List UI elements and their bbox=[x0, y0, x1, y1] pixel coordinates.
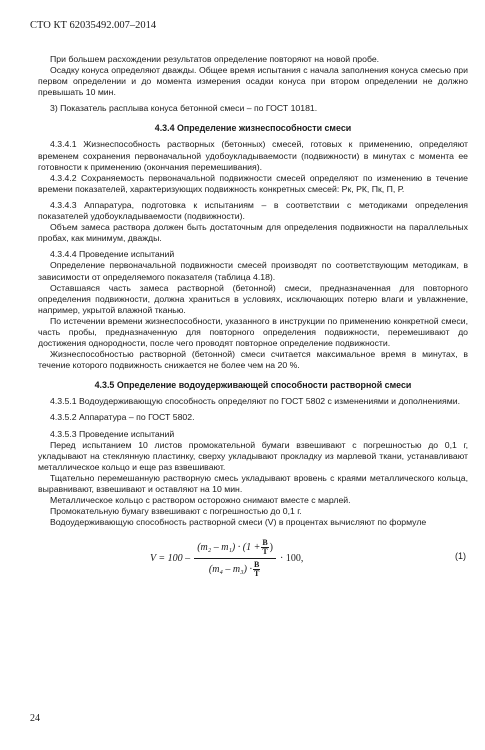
paragraph: Осадку конуса определяют дважды. Общее время испытания с начала заполнения конуса смесью при первом определении и до момента измерения осадки конуса при втором определении не должно превышать 10 мин. bbox=[38, 65, 468, 98]
document-body bbox=[38, 54, 468, 584]
document-code-header: СТО КТ 62035492.007–2014 bbox=[30, 20, 157, 31]
paragraph: Тщательно перемешанную растворную смесь укладывают вровень с краями металлического кольца, выравнивают, взвешивают и оставляют на 10 мин. bbox=[38, 472, 468, 494]
water-retention-formula bbox=[150, 532, 303, 584]
section-heading: 4.3.5 Определение водоудерживающей способности растворной смеси bbox=[94, 380, 412, 391]
paragraph: 4.3.4.3 Аппаратура, подготовка к испытаниям – в соответствии с методиками определения показателей удобоукладываемости (подвижности). bbox=[38, 199, 468, 222]
paragraph: 4.3.5.2 Аппаратура – по ГОСТ 5802. bbox=[50, 412, 195, 423]
formula-numerator: (m₂ – m₁) · (1 + $\frac{В}{Т}$ ) bbox=[194, 539, 276, 559]
paragraph: 4.3.4.4 Проведение испытаний bbox=[50, 249, 175, 260]
formula-fraction bbox=[194, 539, 276, 578]
formula-tail: · 100, bbox=[280, 552, 304, 564]
formula-block bbox=[38, 532, 468, 584]
section-heading: 4.3.4 Определение жизнеспособности смеси bbox=[154, 123, 352, 134]
paragraph: По истечении времени жизнеспособности, указанного в инструкции по применению конкретной смеси, часть пробы, предназначенную для повторного определения подвижности, перемешивают до достижения однородности, после чего проводят повторное определение подвижности. bbox=[38, 315, 468, 349]
paragraph: Объем замеса раствора должен быть достаточным для определения подвижности на параллельных пробах, как минимум, дважды. bbox=[38, 222, 468, 244]
paragraph: Определение первоначальной подвижности смесей производят по соответствующим методикам, в зависимости от определяемого показателя (таблица 4.18). bbox=[38, 260, 468, 282]
formula-denominator: (m₄ – m₃) · $\frac{В}{Т}$ bbox=[208, 559, 260, 578]
paragraph: 4.3.4.1 Жизнеспособность растворных (бетонных) смесей, готовых к применению, определяют временем сохранения первоначальной удобоукладываемости (подвижности) в минутах с момента ее готовности к применению (окончания перемешивания). bbox=[38, 139, 468, 172]
paragraph: Металлическое кольцо с раствором осторожно снимают вместе с марлей. bbox=[50, 495, 351, 506]
page-number: 24 bbox=[30, 713, 40, 724]
paragraph: Жизнеспособностью растворной (бетонной) смеси считается максимальное время в минутах, в течение которого подвижность снижается не более чем на 20 %. bbox=[38, 349, 468, 371]
paragraph: Водоудерживающую способность растворной смеси (V) в процентах вычисляют по формуле bbox=[50, 517, 427, 528]
paragraph: 4.3.5.1 Водоудерживающую способность определяют по ГОСТ 5802 с изменениями и дополнениями. bbox=[50, 396, 460, 407]
b-over-t-fraction: $\frac{В}{Т}$ bbox=[262, 537, 268, 556]
paragraph: Оставшаяся часть замеса растворной (бетонной) смеси, предназначенная для повторного определения подвижности, должна храниться в условиях, исключающих потерю влаги и увлажнение, например, укрытой влажной тканью. bbox=[38, 282, 468, 315]
paragraph: Промокательную бумагу взвешивают с погрешностью до 0,1 г. bbox=[50, 506, 302, 517]
b-over-t-fraction: $\frac{В}{Т}$ bbox=[253, 559, 260, 578]
paragraph: Перед испытанием 10 листов промокательной бумаги взвешивают с погрешностью до 0,1 г, укладывают на стеклянную пластинку, сверху укладывают прокладку из марлевой ткани, устанавливают металлическое кольцо и еще раз взвешивают. bbox=[38, 439, 468, 472]
equation-number: (1) bbox=[455, 551, 466, 562]
paragraph: 4.3.5.3 Проведение испытаний bbox=[50, 428, 175, 439]
paragraph: 3) Показатель расплыва конуса бетонной смеси – по ГОСТ 10181. bbox=[50, 103, 318, 114]
paragraph: 4.3.4.2 Сохраняемость первоначальной подвижности смесей определяют по изменению в течение времени показателей, характеризующих подвижность конкретных смесей: Рк, РК, Пк, П, Р. bbox=[38, 172, 468, 194]
paragraph: При большем расхождении результатов определение повторяют на новой пробе. bbox=[50, 54, 380, 64]
formula-lhs: V = 100 – bbox=[150, 552, 191, 564]
